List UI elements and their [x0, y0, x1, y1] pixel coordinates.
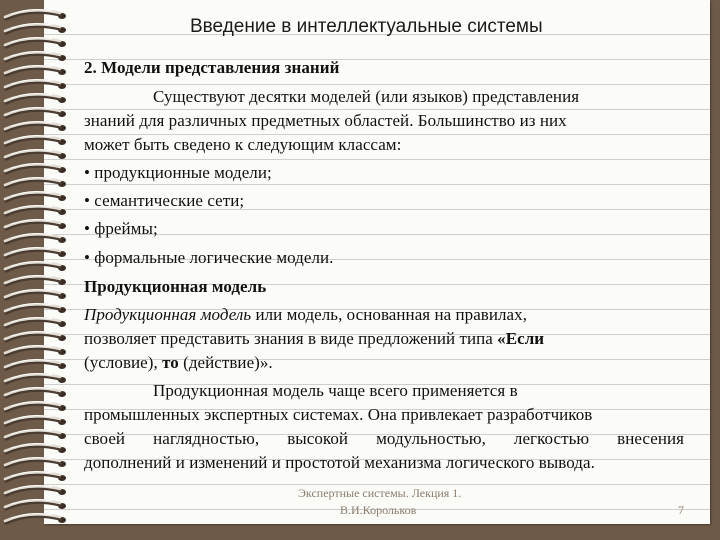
para1-line2: знаний для различных предметных областей. Большинство из них: [84, 111, 567, 130]
para2-line2: позволяет представить знания в виде предложений типа «Если: [84, 329, 545, 348]
binding-ring: [5, 66, 66, 75]
binding-ring: [5, 500, 66, 509]
term-italic: Продукционная модель: [84, 305, 252, 324]
binding-ring: [5, 178, 66, 187]
binding-ring: [5, 486, 66, 495]
binding-ring: [5, 122, 66, 131]
binding-ring: [5, 318, 66, 327]
binding-ring: [5, 150, 66, 159]
binding-ring: [5, 248, 66, 257]
binding-ring: [5, 430, 66, 439]
bullet-item: • формальные логические модели.: [84, 248, 334, 267]
para2-line1: Продукционная модель или модель, основанная на правилах,: [84, 305, 527, 324]
binding-ring: [5, 10, 66, 19]
binding-ring: [5, 108, 66, 117]
footer-author: В.И.Корольков: [340, 503, 417, 517]
para3-line3: своей наглядностью, высокой модульностью, легкостью внесения: [84, 429, 684, 448]
binding-ring: [5, 304, 66, 313]
binding-ring: [5, 472, 66, 481]
binding-ring: [5, 80, 66, 89]
binding-ring: [5, 416, 66, 425]
binding-ring: [5, 24, 66, 33]
binding-ring: [5, 458, 66, 467]
bullet-item: • семантические сети;: [84, 191, 245, 210]
binding-ring: [5, 388, 66, 397]
binding-ring: [5, 164, 66, 173]
para3-line4: дополнений и изменений и простотой механизма логического вывода.: [84, 453, 595, 472]
binding-ring: [5, 220, 66, 229]
para1-line1: Существуют десятки моделей (или языков) представления: [153, 87, 580, 106]
binding-ring: [5, 346, 66, 355]
para3-line1: Продукционная модель чаще всего применяется в: [153, 381, 518, 400]
binding-ring: [5, 360, 66, 369]
para3-line2: промышленных экспертных системах. Она привлекает разработчиков: [84, 405, 593, 424]
binding-ring: [5, 136, 66, 145]
footer-page-number: 7: [678, 503, 684, 517]
binding-ring: [5, 276, 66, 285]
binding-ring: [5, 444, 66, 453]
section-heading: 2. Модели представления знаний: [84, 58, 340, 77]
para2-line3: (условие), то (действие)».: [84, 353, 273, 372]
binding-ring: [5, 94, 66, 103]
spiral-binding: [0, 6, 80, 526]
binding-ring: [5, 192, 66, 201]
binding-ring: [5, 402, 66, 411]
binding-ring: [5, 38, 66, 47]
binding-ring: [5, 290, 66, 299]
para1-line3: может быть сведено к следующим классам:: [84, 135, 402, 154]
binding-ring: [5, 374, 66, 383]
binding-ring: [5, 52, 66, 61]
binding-ring: [5, 332, 66, 341]
bullet-item: • фреймы;: [84, 219, 158, 238]
slide-title: Введение в интеллектуальные системы: [190, 16, 543, 37]
binding-ring: [5, 206, 66, 215]
binding-ring: [5, 234, 66, 243]
footer-course: Экспертные системы. Лекция 1.: [298, 486, 462, 500]
binding-ring: [5, 514, 66, 523]
subheading: Продукционная модель: [84, 277, 267, 296]
bullet-item: • продукционные модели;: [84, 163, 272, 182]
binding-ring: [5, 262, 66, 271]
